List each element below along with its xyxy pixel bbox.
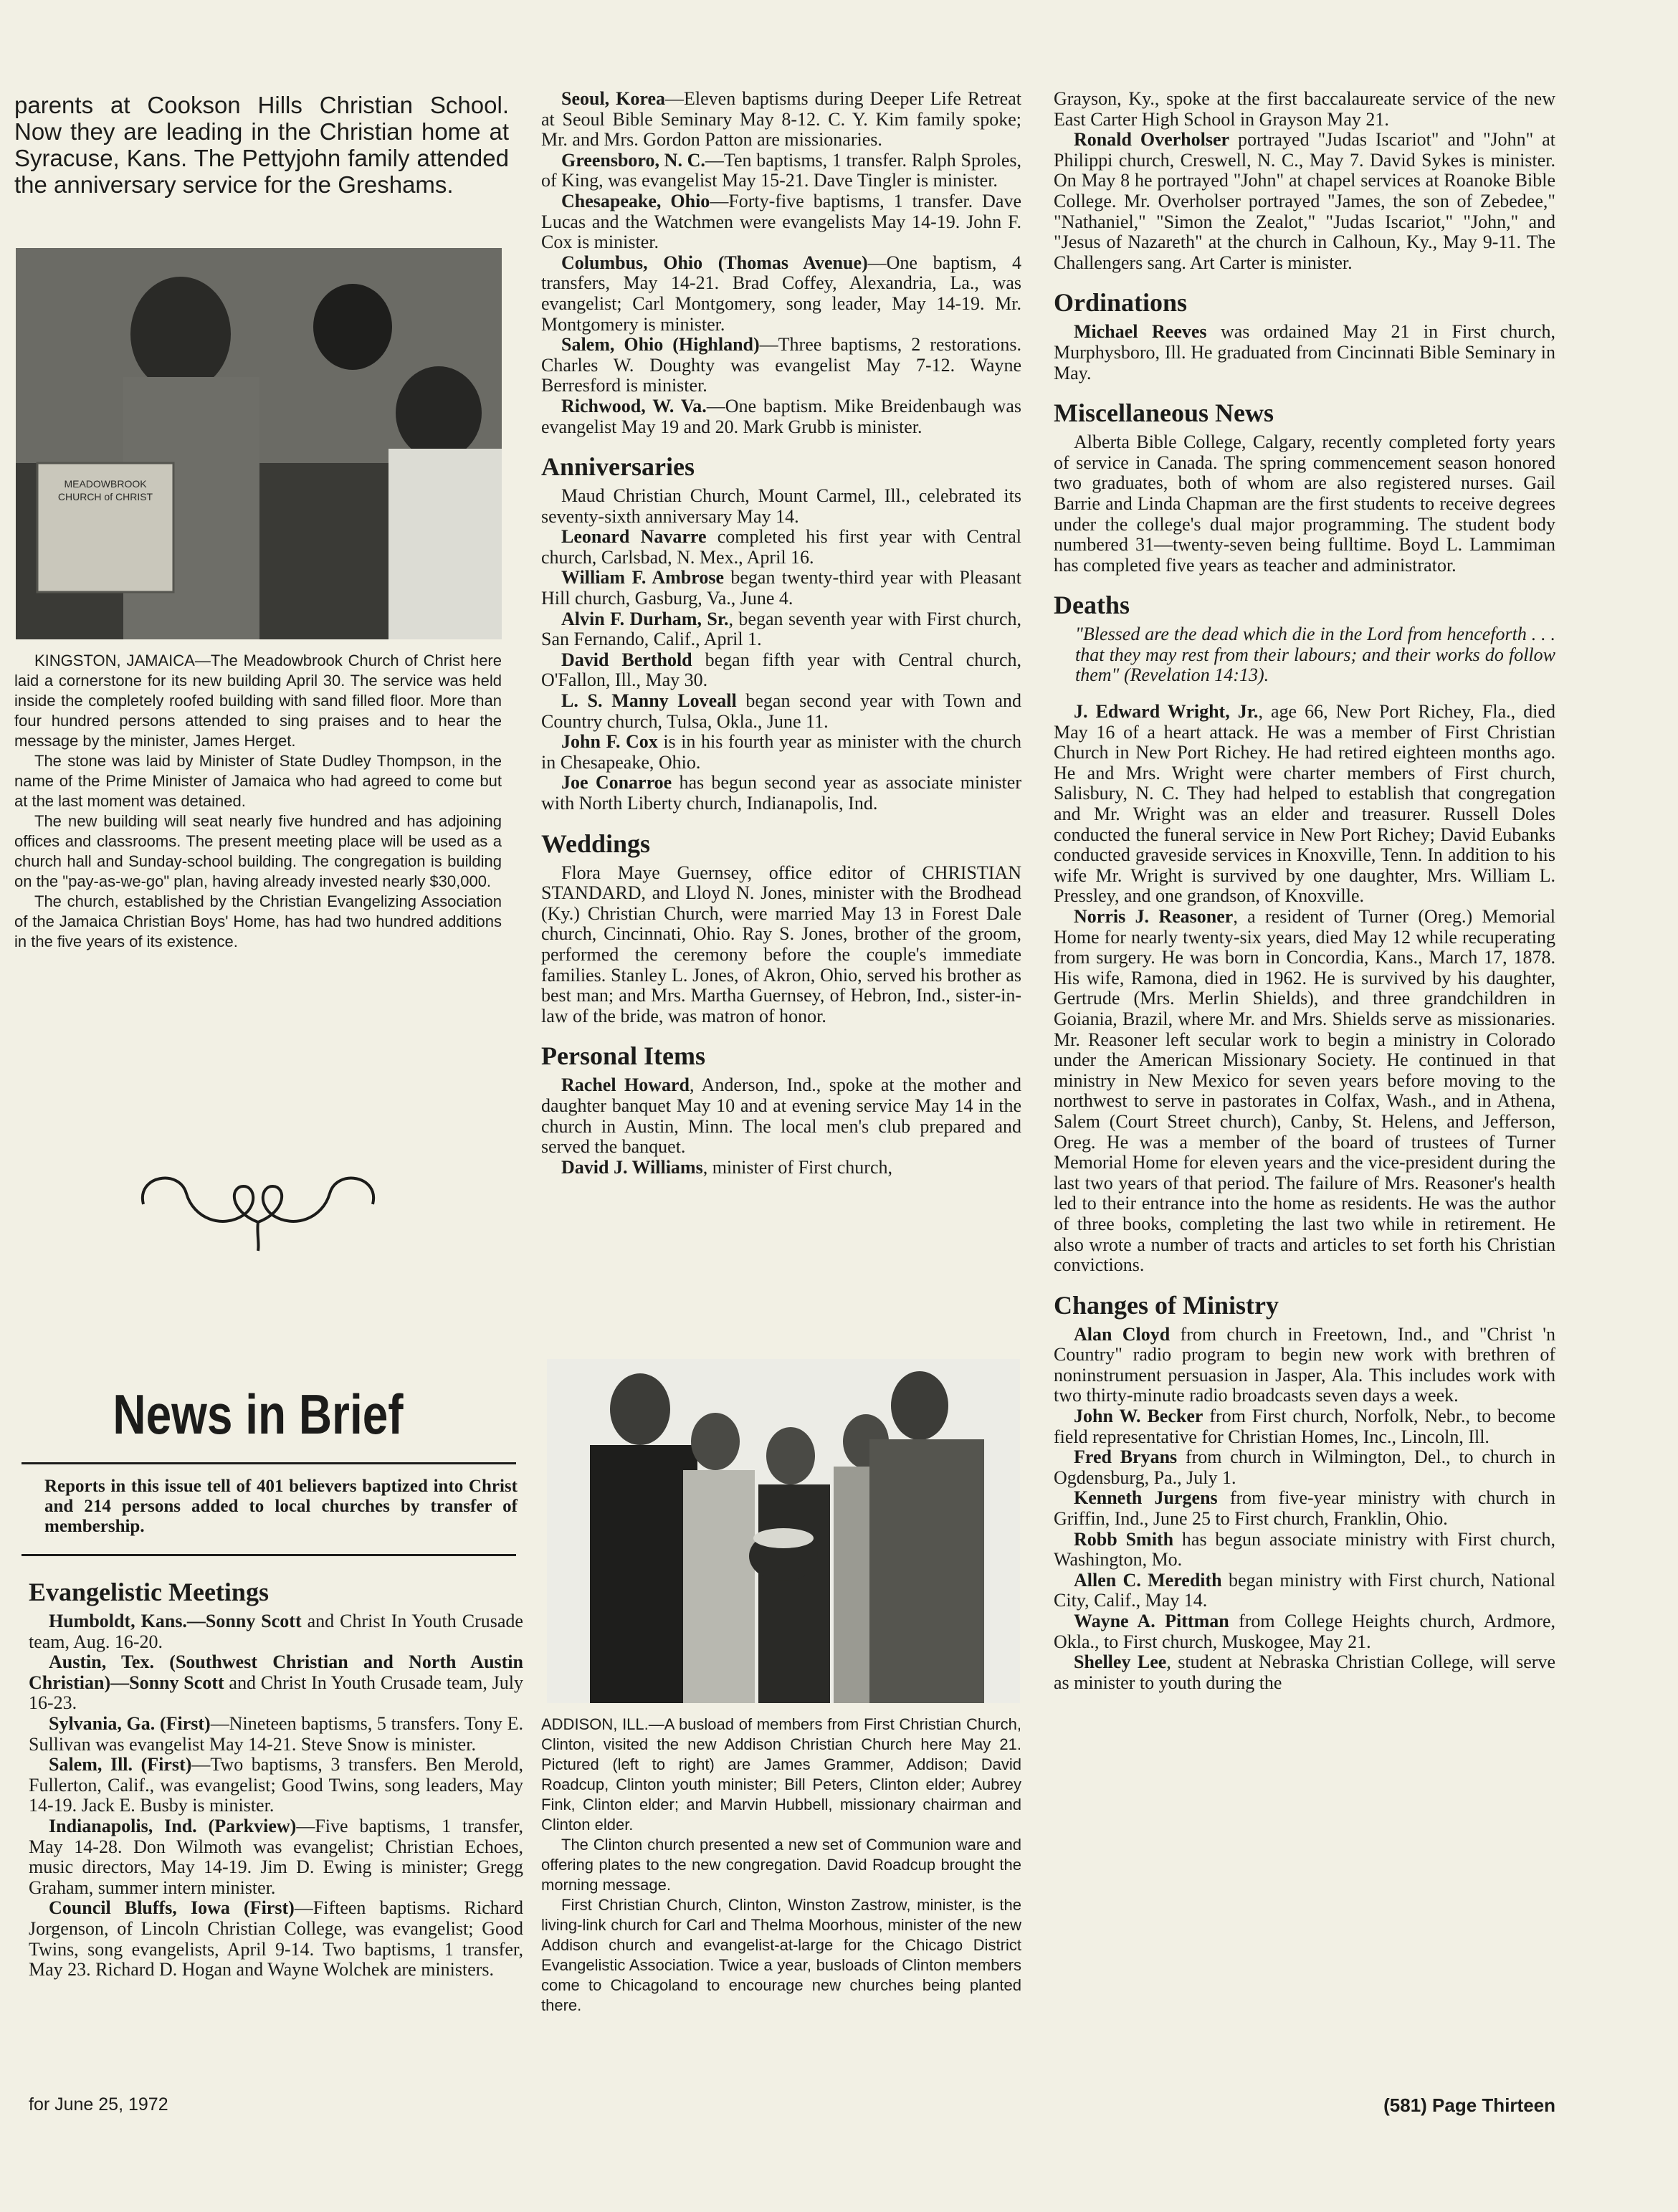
evangelistic-item: Chesapeake, Ohio—Forty-five baptisms, 1 transfer. Dave Lucas and the Watchmen were evangelists May 14-19. John F. Cox is minister. [541,190,1021,253]
addison-photo-art [547,1359,1020,1703]
personal-continued [1054,89,1555,1693]
kingston-caption-p1: KINGSTON, JAMAICA—The Meadowbrook Church of Christ here laid a cornerstone for its new building April 30. The service was held inside the completely roofed building with sand filled floor. More than four hundred persons attended to sing praises and to hear the message by the minister, James Herget. [14,652,502,750]
weddings-text: Flora Maye Guernsey, office editor of CHRISTIAN STANDARD, and Lloyd N. Jones, minister with the Brodhead (Ky.) Christian Church, were married May 13 in Forest Dale church, Cincinnati, Ohio. Ray S. Jones, brother of the groom, performed the ceremony before the couple's immediate families. Stanley L. Jones, of Akron, Ohio, served his brother as best man; and Mrs. Martha Guernsey, of Hebron, Ind., sister-in-law of the bride, was matron of honor. [541,862,1021,1026]
ordinations-heading: Ordinations [1054,288,1188,318]
cornerstone-sign: MEADOWBROOK CHURCH of CHRIST [57,478,153,502]
anniversary-item: John F. Cox is in his fourth year as minister with the church in Chesapeake, Ohio. [541,731,1021,773]
evangelistic-section [29,1577,523,1980]
footer-page-number: (581) Page Thirteen [1383,2094,1555,2116]
anniversary-item: David Berthold began fifth year with Central church, O'Fallon, Ill., May 30. [541,649,1021,691]
anniversary-item: Leonard Navarre completed his first year with Central church, Carlsbad, N. Mex., April 16. [541,526,1021,568]
personal-item: David J. Williams, minister of First church, [561,1156,892,1178]
addison-caption-p2: The Clinton church presented a new set of Communion ware and offering plates to the new congregation. David Roadcup brought the morning message. [541,1836,1021,1894]
addison-caption-p3: First Christian Church, Clinton, Winston Zastrow, minister, is the living-link church for Carl and Thelma Moorhous, minister of the new Addison church and evangelist-at-large for the Chicago District Evangelistic Association. Twice a year, busloads of Clinton members come to Chicagoland to encourage new churches being planted there. [541,1896,1021,2014]
kingston-photo [16,248,502,639]
personal-continued-text: Grayson, Ky., spoke at the first baccalaureate service of the new East Carter High School in Grayson May 21. [1054,88,1555,130]
kingston-photo-art [16,248,502,639]
news-in-brief-title: News in Brief [113,1383,404,1446]
kingston-caption-p2: The stone was laid by Minister of State Dudley Thompson, in the name of the Prime Minister of Jamaica who had agreed to come but at the last moment was detained. [14,752,502,810]
deaths-scripture: "Blessed are the dead which die in the Lord from henceforth . . . that they may rest from their labours; and their works do follow them" (Revelation 14:13). [1075,624,1555,686]
misc-heading: Miscellaneous News [1054,399,1274,428]
changes-heading: Changes of Ministry [1054,1290,1279,1320]
change-item: Allen C. Meredith began ministry with First church, National City, Calif., May 14. [1054,1569,1555,1611]
evangelistic-item: Indianapolis, Ind. (Parkview)—Five baptisms, 1 transfer, May 14-28. Don Wilmoth was evangelist; Christian Echoes, music directors, May 14-19. Jim D. Ewing is minister; Gregg Graham, summer intern minister. [29,1815,524,1898]
kingston-caption [14,651,502,952]
personal-heading: Personal Items [541,1041,705,1071]
news-summary: Reports in this issue tell of 401 believers baptized into Christ and 214 persons added to local churches by transfer of membership. [44,1477,518,1536]
kingston-caption-p3: The new building will seat nearly five hundred and has adjoining offices and classrooms. The present meeting place will be used as a church hall and Sunday-school building. The congregation is building on the "pay-as-we-go" plan, having already invested nearly $30,000. [14,812,502,890]
ordination-item: Michael Reeves was ordained May 21 in First church, Murphysboro, Ill. He graduated from Cincinnati Bible Seminary in May. [1054,321,1555,383]
personal-item: Ronald Overholser portrayed "Judas Iscariot" and "John" at Philippi church, Creswell, N. C., May 7. David Sykes is minister. On May 8 he portrayed "John" at chapel services at Roanoke Bible College. Mr. Overholser portrayed "James, the son of Zebedee," "Nathaniel," "Simon the Zealot," "Judas Iscariot," "John," and "Jesus of Nazareth" at the church in Calhoun, Ky., May 9-11. The Challengers sang. Art Carter is minister. [1054,129,1556,273]
obituary: J. Edward Wright, Jr., age 66, New Port Richey, Fla., died May 16 of a heart attack. He was a member of First Christian Church in New Port Richey. He had retired eighteen months ago. He and Mrs. Wright were charter members of First church, Salisbury, N. C. They had helped to establish that congregation and Mr. Wright was an elder and treasurer. Russell Doles conducted the funeral service in New Port Richey; David Eubanks conducted graveside services in Knoxville, Tenn. In addition to his wife Mr. Wright is survived by one daughter, Mrs. William L. Pressley, and one grandson, of Knoxville. [1054,701,1555,907]
evangelistic-item: Sylvania, Ga. (First)—Nineteen baptisms, 5 transfers. Tony E. Sullivan was evangelist May 14-21. Steve Snow is minister. [29,1712,523,1755]
change-item: Shelley Lee, student at Nebraska Christian College, will serve as minister to youth during the [1054,1651,1556,1693]
evangelistic-continued [541,89,1021,1178]
addison-caption [541,1715,1021,2016]
deaths-heading: Deaths [1054,591,1130,620]
addison-photo [547,1359,1020,1703]
anniversaries-heading: Anniversaries [541,452,695,482]
change-item: John W. Becker from First church, Norfolk, Nebr., to become field representative for Christian Homes, Inc., Lincoln, Ill. [1054,1406,1555,1447]
kingston-caption-p4: The church, established by the Christian Evangelizing Association of the Jamaica Christian Boys' Home, has had two hundred additions in the five years of its existence. [14,892,502,950]
ornament-flourish [129,1161,387,1254]
personal-item: Rachel Howard, Anderson, Ind., spoke at the mother and daughter banquet May 10 and at evening service May 14 in the church in Austin, Minn. The local men's club prepared and served the banquet. [541,1074,1021,1158]
evangelistic-item: Richwood, W. Va.—One baptism. Mike Breidenbaugh was evangelist May 19 and 20. Mark Grubb is minister. [541,395,1021,437]
anniversary-item: William F. Ambrose began twenty-third year with Pleasant Hill church, Gasburg, Va., June 4. [541,567,1021,609]
evangelistic-heading: Evangelistic Meetings [29,1578,269,1606]
obituary: Norris J. Reasoner, a resident of Turner (Oreg.) Memorial Home for nearly twenty-six years, died May 12 while recuperating from surgery. He was born in Concordia, Kans., March 17, 1878. His wife, Ramona, died in 1962. He is survived by his daughter, Gertrude (Mrs. Merlin Shields), and three grandchildren in Goiania, Brazil, where Mr. and Mrs. Shields serve as missionaries. Mr. Reasoner left secular work to begin a ministry in Colorado under the American Missionary Society. He continued in that ministry in New Mexico for seven years before moving to the northwest to serve in pastorates in Colfax, Wash., and in Athena, Salem (Court Street church), Canby, St. Helens, and Jefferson, Oreg. He was a member of the board of trustees of Turner Memorial Home for eleven years and the vice-president during the last two years of that period. The failure of Mrs. Reasoner's health led to their entrance into the home as residents. He was the author of three books, completing the last two while in retirement. He also wrote a number of tracts and articles to set forth his Christian convictions. [1054,906,1555,1276]
change-item: Robb Smith has begun associate ministry with First church, Washington, Mo. [1054,1528,1556,1570]
evangelistic-item: Columbus, Ohio (Thomas Avenue)—One baptism, 4 transfers, May 14-21. Brad Coffey, Alexandria, La., was evangelist; Carl Montgomery, song leader, May 14-19. Mr. Montgomery is minister. [541,252,1021,335]
evangelistic-item: Seoul, Korea—Eleven baptisms during Deeper Life Retreat at Seoul Bible Seminary May 8-12. C. Y. Kim family spoke; Mr. and Mrs. Gordon Patton are missionaries. [541,88,1021,151]
evangelistic-item: Austin, Tex. (Southwest Christian and North Austin Christian)—Sonny Scott and Christ In Youth Crusade team, July 16-23. [29,1651,523,1714]
anniversary-item: Joe Conarroe has begun second year as associate minister with North Liberty church, Indianapolis, Ind. [541,772,1021,814]
evangelistic-item: Greensboro, N. C.—Ten baptisms, 1 transfer. Ralph Sproles, of King, was evangelist May 15-21. Dave Tingler is minister. [541,149,1021,191]
evangelistic-item: Salem, Ohio (Highland)—Three baptisms, 2 restorations. Charles W. Doughty was evangelist May 7-12. Wayne Berresford is minister. [541,334,1022,396]
weddings-heading: Weddings [541,829,651,858]
news-rule-bottom [22,1554,516,1556]
anniversary-item: L. S. Manny Loveall began second year with Town and Country church, Tulsa, Okla., June 11. [541,690,1022,732]
change-item: Wayne A. Pittman from College Heights church, Ardmore, Okla., to First church, Muskogee, May 21. [1054,1611,1556,1652]
intro-paragraph: parents at Cookson Hills Christian School. Now they are leading in the Christian home at Syracuse, Kans. The Pettyjohn family attended the anniversary service for the Greshams. [14,92,509,198]
evangelistic-item: Salem, Ill. (First)—Two baptisms, 3 transfers. Ben Merold, Fullerton, Calif., was evangelist; Good Twins, song leaders, May 14-19. Jack E. Busby is minister. [29,1754,523,1816]
evangelistic-item: Humboldt, Kans.—Sonny Scott and Christ In Youth Crusade team, Aug. 16-20. [29,1611,523,1652]
anniversary-item: Alvin F. Durham, Sr., began seventh year with First church, San Fernando, Calif., April 1. [541,608,1022,650]
news-rule-top [22,1462,516,1464]
addison-caption-p1: ADDISON, ILL.—A busload of members from First Christian Church, Clinton, visited the new Addison Christian Church here May 21. Pictured (left to right) are James Grammer, Addison; David Roadcup, Clinton youth minister; Bill Peters, Clinton elder; Aubrey Fink, Clinton elder; and Marvin Hubbell, missionary chairman and Clinton elder. [541,1715,1021,1834]
change-item: Alan Cloyd from church in Freetown, Ind., and "Christ 'n Country" radio program to begin new work with brethren of noninstrument persuasion in Jasper, Ala. This includes work with two thirty-minute radio broadcasts seven days a week. [1054,1323,1555,1406]
anniversary-item: Maud Christian Church, Mount Carmel, Ill., celebrated its seventy-sixth anniversary May 14. [541,485,1021,527]
change-item: Kenneth Jurgens from five-year ministry with church in Griffin, Ind., June 25 to First church, Franklin, Ohio. [1054,1487,1555,1530]
footer-date: for June 25, 1972 [29,2094,168,2115]
evangelistic-item: Council Bluffs, Iowa (First)—Fifteen baptisms. Richard Jorgenson, of Lincoln Christian College, was evangelist; Good Twins, song evangelists, April 9-14. Two baptisms, 1 transfer, May 23. Richard D. Hogan and Wayne Wolchek are ministers. [29,1897,523,1980]
change-item: Fred Bryans from church in Wilmington, Del., to church in Ogdensburg, Pa., July 1. [1054,1446,1556,1488]
misc-text: Alberta Bible College, Calgary, recently completed forty years of service in Canada. The spring commencement season honored two graduates, both of whom are also registered nurses. Gail Barrie and Linda Chapman are the first students to receive degrees under the college's dual major programming. The student body numbered 31—twenty-seven being fulltime. Boyd L. Lammiman has completed five years as teacher and administrator. [1054,432,1555,576]
